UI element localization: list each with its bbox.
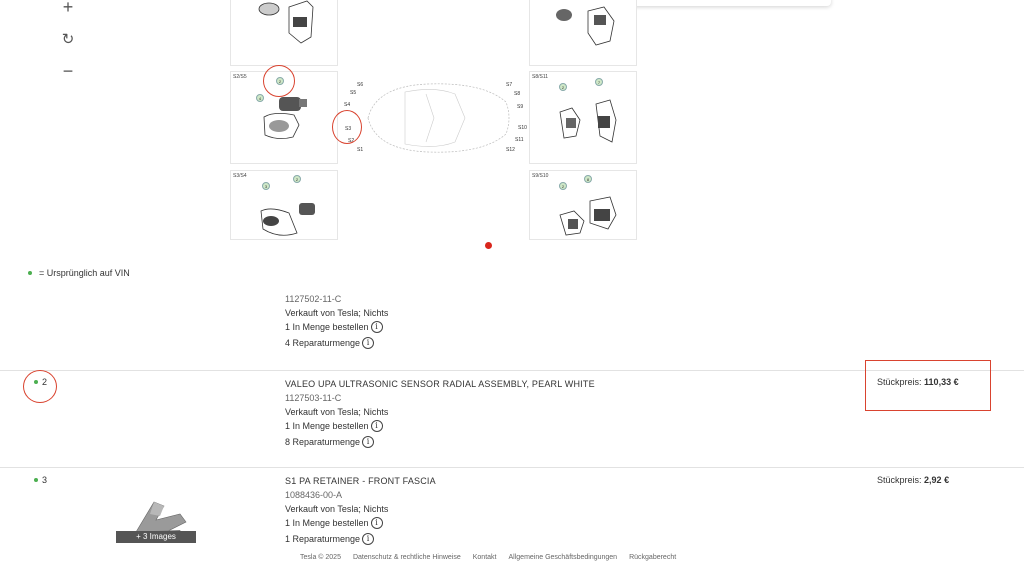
part-details (285, 474, 436, 546)
sensor-label[interactable]: S9 (517, 104, 524, 110)
price-value: 2,92 € (924, 475, 950, 485)
price-label: Stückpreis: (877, 475, 922, 485)
diagram-panel-s9-s10[interactable] (529, 170, 637, 240)
dropdown-popup-edge (606, 0, 831, 6)
footer-link-returns[interactable]: Rückgaberecht (629, 554, 677, 561)
part-title[interactable]: S1 PA RETAINER - FRONT FASCIA (285, 476, 436, 486)
panel-label: S8/S11 (532, 74, 549, 80)
info-icon[interactable]: i (362, 533, 374, 545)
repair-quantity-row (285, 435, 595, 449)
part-details (285, 377, 595, 449)
panel-label: S9/S10 (532, 173, 549, 179)
callout-number: 2 (559, 83, 567, 91)
sensor-label[interactable]: S10 (518, 125, 527, 131)
callout-number: 2 (293, 175, 301, 183)
callout-number: 4 (256, 94, 264, 102)
info-icon[interactable]: i (371, 321, 383, 333)
origin-dot-icon (34, 478, 38, 482)
panel-label: S3/S4 (233, 173, 247, 179)
callout-number: 7 (595, 78, 603, 86)
order-quantity-text: 1 In Menge bestellen (285, 518, 369, 528)
footer (300, 554, 676, 561)
price-value: 110,33 € (924, 377, 959, 387)
callout-number: 2 (559, 182, 567, 190)
legend-text: = Ursprünglich auf VIN (39, 268, 130, 278)
sensor-label[interactable]: S4 (344, 102, 351, 108)
row-divider (0, 467, 1024, 468)
price-label: Stückpreis: (877, 377, 922, 387)
sensor-illustration (530, 72, 638, 165)
sensor-label[interactable]: S8 (514, 91, 521, 97)
more-images-button[interactable]: + 3 Images (116, 531, 196, 543)
info-icon[interactable]: i (362, 337, 374, 349)
sensor-illustration (231, 0, 339, 67)
diagram-panel-top-right[interactable] (529, 0, 637, 66)
footer-link-contact[interactable]: Kontakt (472, 554, 497, 561)
order-quantity-text: 1 In Menge bestellen (285, 322, 369, 332)
zoom-reset-button[interactable]: ↻ (61, 31, 75, 48)
vehicle-sensor-map[interactable] (340, 78, 526, 158)
annotation-circle (263, 65, 295, 97)
info-icon[interactable]: i (362, 436, 374, 448)
callout-number: 3 (262, 182, 270, 190)
footer-link-terms[interactable]: Allgemeine Geschäftsbedingungen (508, 554, 618, 561)
info-icon[interactable]: i (371, 517, 383, 529)
sensor-illustration (530, 0, 638, 67)
annotation-box (865, 360, 991, 411)
part-seller: Verkauft von Tesla; Nichts (285, 407, 389, 417)
sensor-label[interactable]: S1 (357, 147, 364, 153)
footer-link-privacy[interactable]: Datenschutz & rechtliche Hinweise (352, 554, 461, 561)
part-details (285, 292, 388, 350)
order-quantity-row (285, 516, 436, 530)
order-quantity-text: 1 In Menge bestellen (285, 421, 369, 431)
unit-price (877, 475, 949, 485)
sensor-label[interactable]: S7 (506, 82, 513, 88)
legend (28, 268, 130, 278)
repair-quantity-row (285, 532, 436, 546)
sensor-label[interactable]: S3 (345, 126, 352, 132)
callout-number: 2 (276, 77, 284, 85)
part-code: 1127502-11-C (285, 294, 342, 304)
diagram-panel-top-left[interactable] (230, 0, 338, 66)
repair-quantity-row (285, 336, 388, 350)
info-icon[interactable]: i (371, 420, 383, 432)
repair-quantity-text: 1 Reparaturmenge (285, 534, 361, 544)
callout-number: 8 (584, 175, 592, 183)
panel-label: S2/S5 (233, 74, 247, 80)
zoom-in-button[interactable]: + (62, 0, 74, 17)
sensor-illustration (231, 171, 339, 241)
annotation-circle (23, 370, 57, 403)
part-title[interactable]: VALEO UPA ULTRASONIC SENSOR RADIAL ASSEMBLY, PEARL WHITE (285, 379, 595, 389)
item-number (34, 475, 47, 485)
order-quantity-row (285, 320, 388, 334)
sensor-label[interactable]: S5 (350, 90, 357, 96)
order-quantity-row (285, 419, 595, 433)
part-seller: Verkauft von Tesla; Nichts (285, 504, 389, 514)
sensor-label[interactable]: S12 (506, 147, 515, 153)
sensor-label[interactable]: S11 (515, 137, 524, 143)
item-number-text: 2 (42, 377, 48, 387)
sensor-label[interactable]: S2 (348, 138, 355, 144)
diagram-panel-s8-s11[interactable] (529, 71, 637, 164)
sensor-label[interactable]: S6 (357, 82, 364, 88)
annotation-circle (332, 110, 362, 144)
diagram-panel-s3-s4[interactable] (230, 170, 338, 240)
zoom-out-button[interactable]: − (62, 60, 74, 81)
part-code: 1088436-00-A (285, 490, 343, 500)
part-code: 1127503-11-C (285, 393, 342, 403)
footer-copyright: Tesla © 2025 (300, 554, 341, 561)
part-seller: Verkauft von Tesla; Nichts (285, 308, 389, 318)
vehicle-outline (340, 78, 526, 158)
item-number-text: 3 (42, 475, 48, 485)
origin-dot-icon (28, 271, 32, 275)
sensor-illustration (530, 171, 638, 241)
repair-quantity-text: 4 Reparaturmenge (285, 338, 361, 348)
carousel-page-dot[interactable] (485, 242, 492, 249)
repair-quantity-text: 8 Reparaturmenge (285, 437, 361, 447)
